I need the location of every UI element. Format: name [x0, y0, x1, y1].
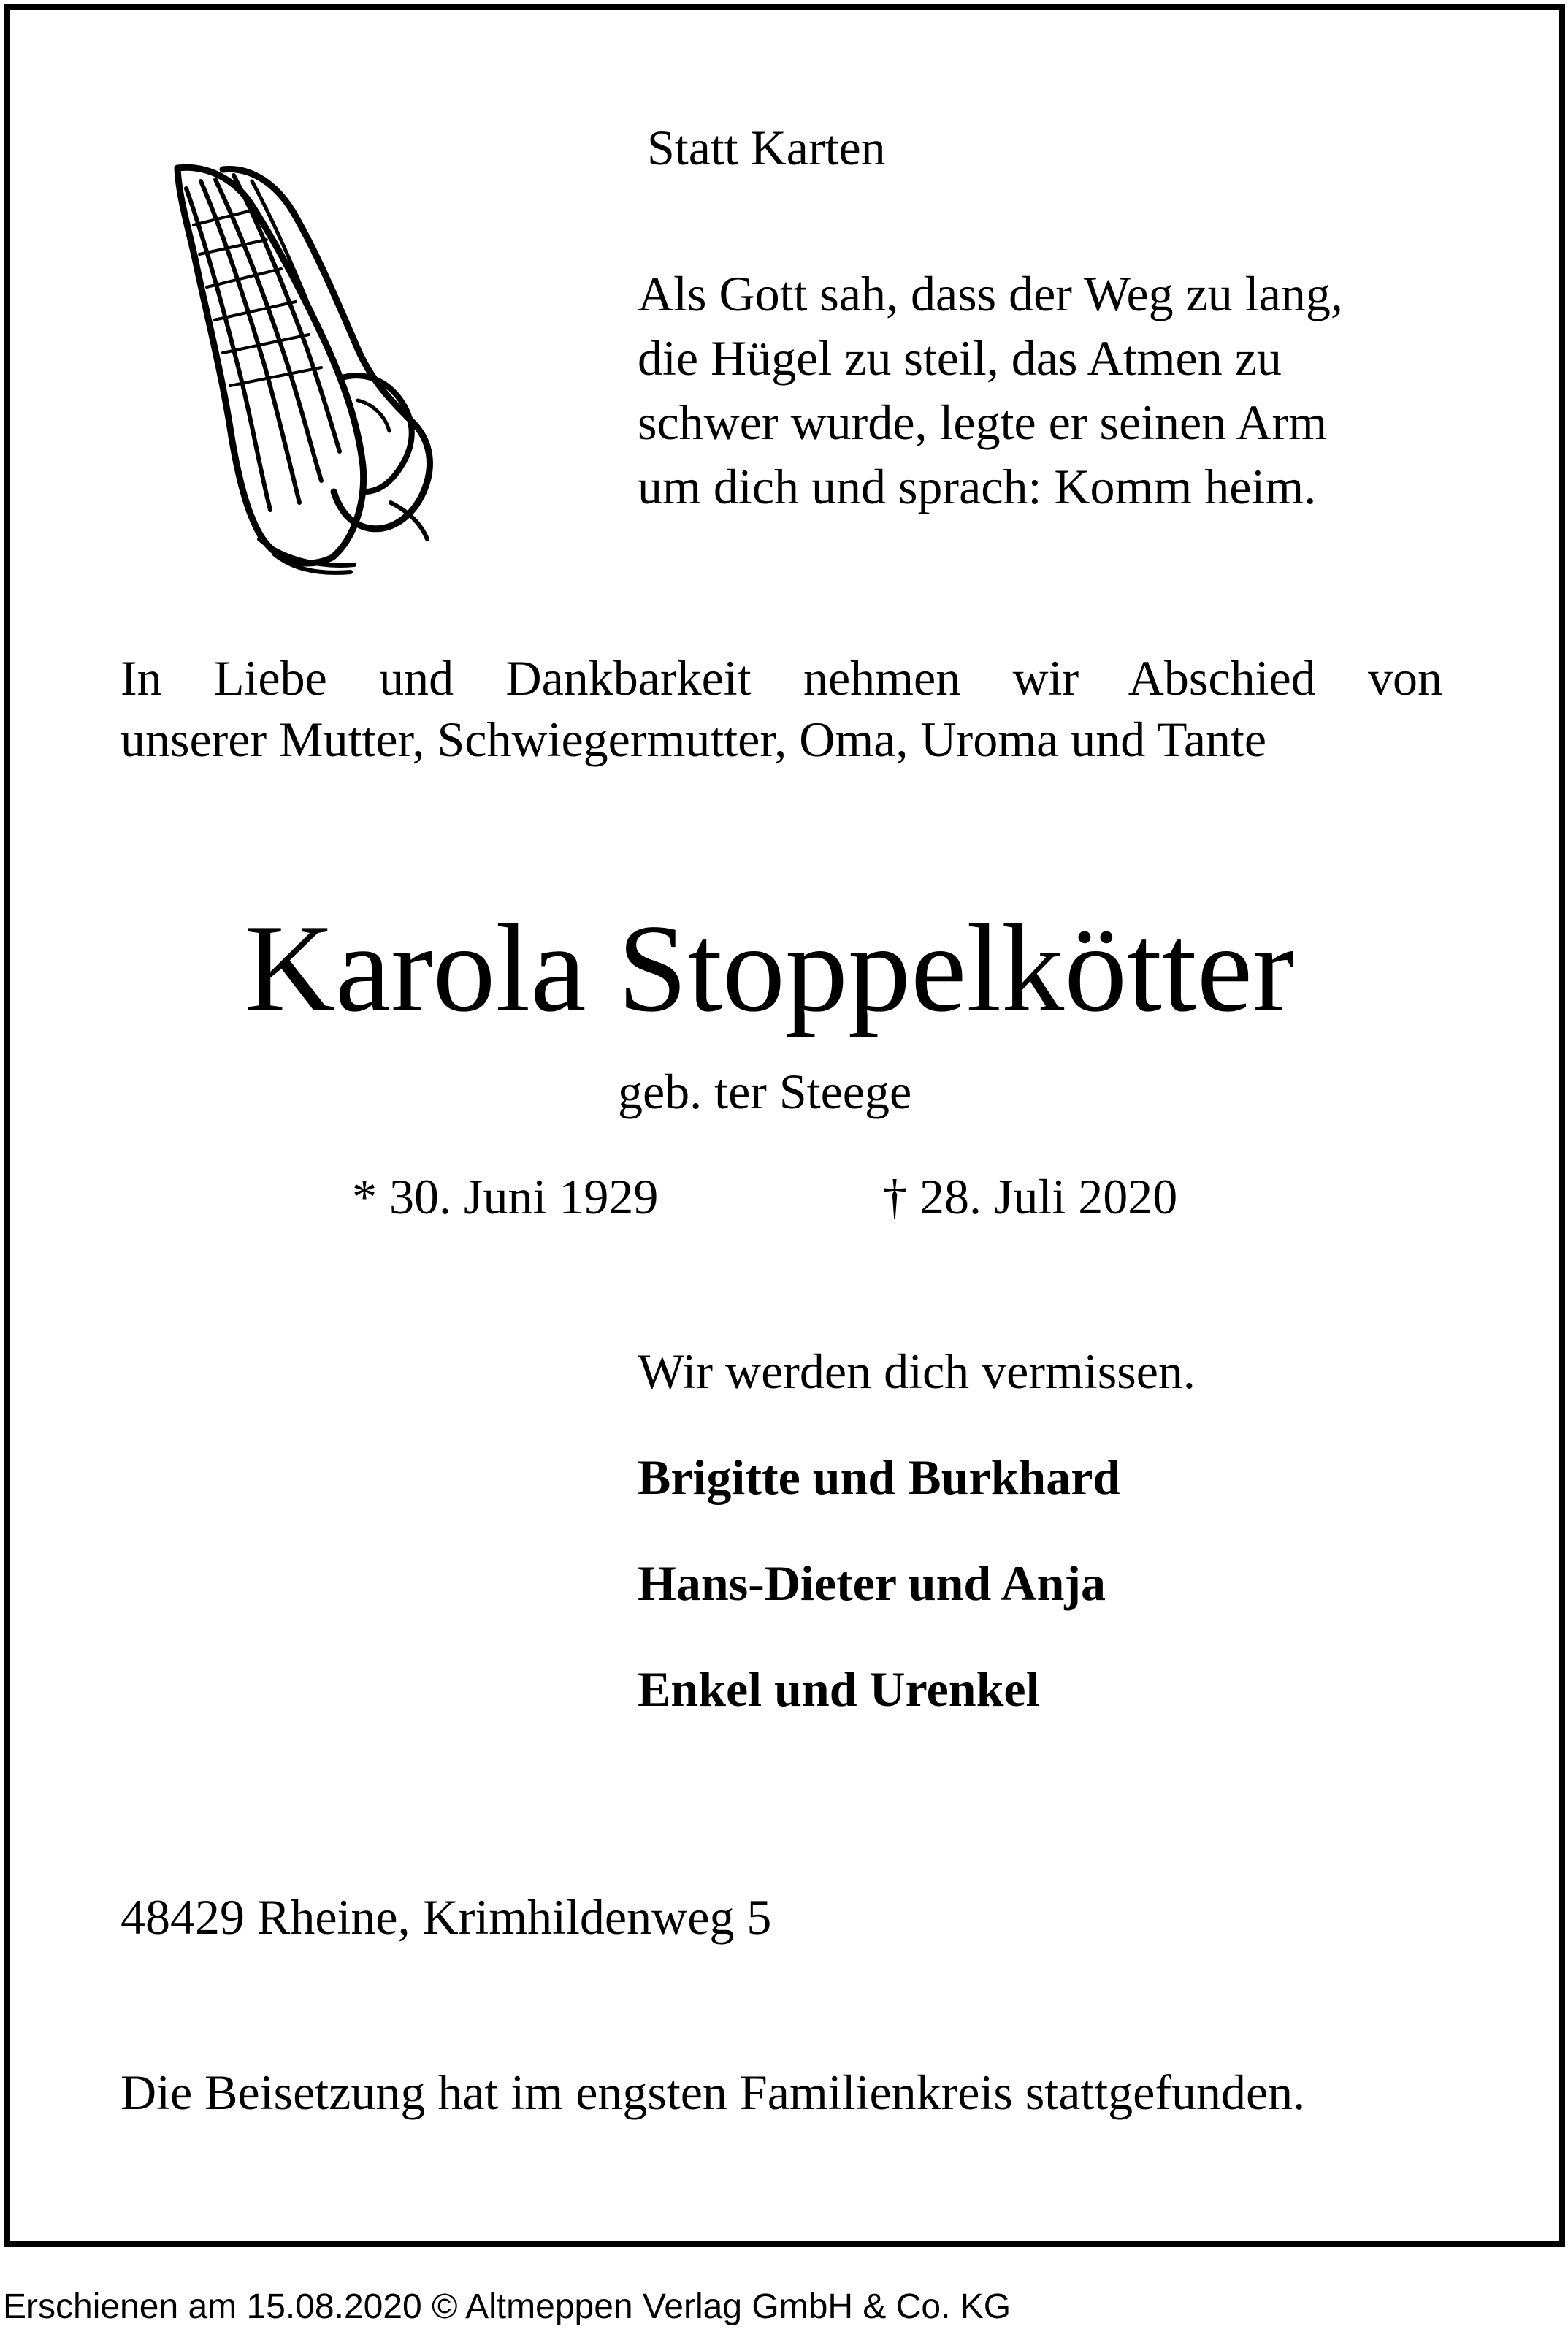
- praying-hands-icon: [172, 159, 478, 576]
- mourner-name: Hans-Dieter und Anja: [638, 1555, 1106, 1611]
- birth-date: * 30. Juni 1929: [352, 1169, 659, 1224]
- mourner-name: Enkel und Urenkel: [638, 1661, 1040, 1717]
- farewell-intro: [121, 647, 1442, 770]
- mourner-name: Brigitte und Burkhard: [638, 1449, 1121, 1505]
- intro-line: In Liebe und Dankbarkeit nehmen wir Abschied von: [121, 650, 1442, 706]
- death-date: † 28. Juli 2020: [882, 1169, 1178, 1224]
- closing-line: Wir werden dich vermissen.: [638, 1343, 1196, 1399]
- burial-note: Die Beisetzung hat im engsten Familienkreis stattgefunden.: [121, 2065, 1306, 2120]
- maiden-name: geb. ter Steege: [618, 1064, 912, 1119]
- deceased-name-block: [0, 897, 1568, 1042]
- statt-karten-heading: Statt Karten: [647, 120, 886, 175]
- intro-line: unserer Mutter, Schwiegermutter, Oma, Uroma und Tante: [121, 712, 1267, 767]
- poem-line: um dich und sprach: Komm heim.: [638, 459, 1317, 514]
- poem-line: Als Gott sah, dass der Weg zu lang,: [638, 266, 1343, 321]
- publication-footer: Erschienen am 15.08.2020 © Altmeppen Verlag GmbH & Co. KG: [3, 2287, 1011, 2326]
- poem-line: die Hügel zu steil, das Atmen zu: [638, 330, 1282, 386]
- poem-verse: [638, 262, 1343, 519]
- deceased-name: Karola Stoppelkötter: [244, 899, 1295, 1038]
- family-address: 48429 Rheine, Krimhildenweg 5: [121, 1889, 772, 1945]
- poem-line: schwer wurde, legte er seinen Arm: [638, 394, 1328, 450]
